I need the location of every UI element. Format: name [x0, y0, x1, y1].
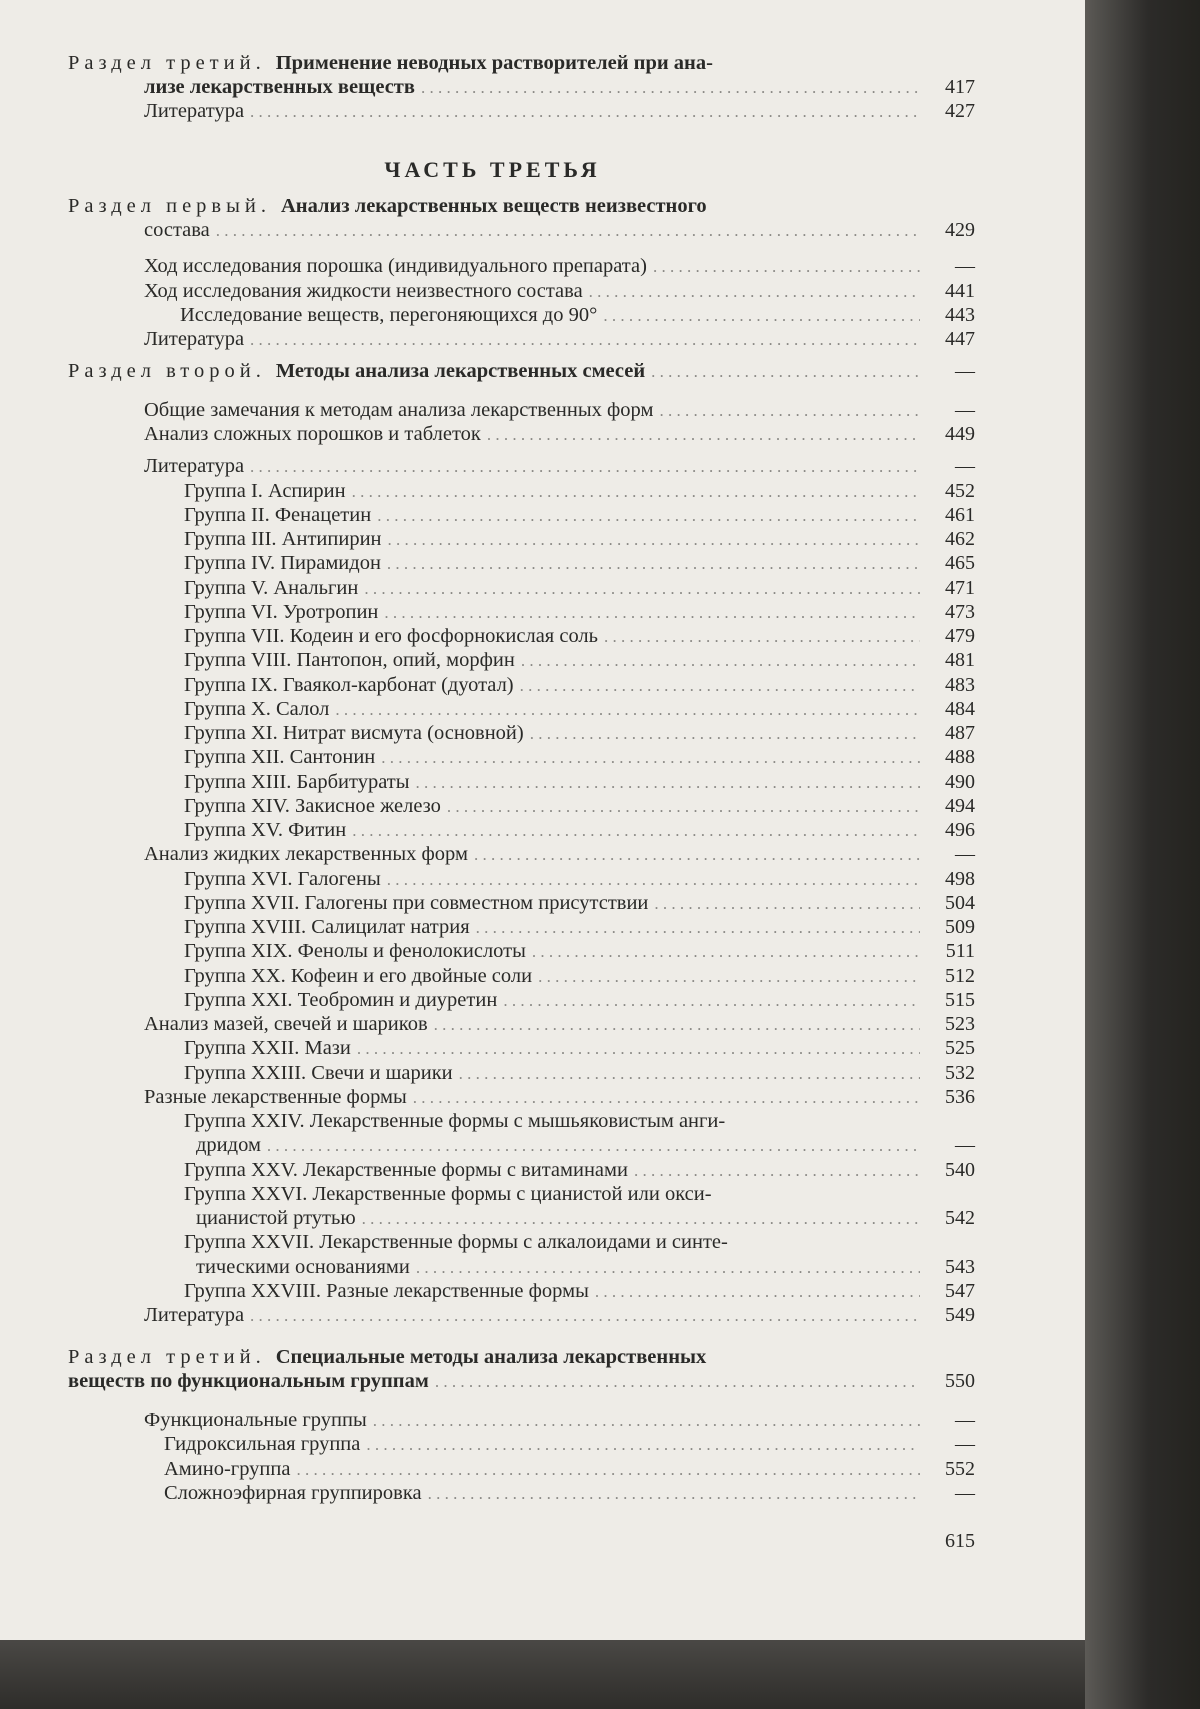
- section-title: Применение неводных растворителей при ана-: [275, 52, 713, 74]
- section-label: Раздел первый.: [68, 195, 271, 217]
- entry-text: Группа XIII. Барбитураты: [184, 771, 410, 793]
- dot-leader: [422, 1482, 920, 1505]
- entry-text: Группа XVII. Галогены при совместном присутствии: [184, 892, 649, 914]
- entry-text: дридом: [196, 1134, 261, 1156]
- toc-entry-title: [144, 1409, 920, 1432]
- dot-leader: [329, 698, 920, 721]
- toc-page-number: —: [955, 255, 975, 277]
- toc-page-number: 473: [945, 601, 975, 623]
- entry-text: Группа XXV. Лекарственные формы с витаминами: [184, 1159, 628, 1181]
- toc-page-number: 447: [945, 328, 975, 350]
- toc-page-number: 487: [945, 722, 975, 744]
- toc-entry-title: [184, 698, 920, 721]
- dot-leader: [371, 504, 920, 527]
- entry-text: Сложноэфирная группировка: [164, 1482, 422, 1504]
- section-title: Методы анализа лекарственных смесей: [275, 360, 646, 382]
- toc-page-number: 490: [945, 771, 975, 793]
- toc-entry-title: [144, 219, 920, 242]
- dot-leader: [261, 1134, 920, 1157]
- toc-entry-title: [184, 504, 920, 527]
- toc-page-number: 427: [945, 100, 975, 122]
- entry-text: Группа II. Фенацетин: [184, 504, 372, 526]
- entry-text: Функциональные группы: [144, 1409, 367, 1431]
- entry-text: Исследование веществ, перегоняющихся до 90°: [180, 304, 598, 326]
- dot-leader: [429, 1370, 920, 1393]
- entry-text: Литература: [144, 100, 245, 122]
- toc-page-number: 532: [945, 1062, 975, 1084]
- section-label: Раздел второй.: [68, 360, 266, 382]
- entry-text: Группа IX. Гваякол-карбонат (дуотал): [184, 674, 514, 696]
- toc-entry-title: [196, 1134, 920, 1157]
- entry-text: Группа XXVI. Лекарственные формы с цианистой или окси-: [184, 1183, 712, 1205]
- entry-text: Группа XXII. Мази: [184, 1037, 351, 1059]
- toc-entry-title: [68, 195, 920, 218]
- toc-entry-title: [164, 1458, 920, 1481]
- toc-entry-title: [184, 795, 920, 818]
- toc-page-number: 536: [945, 1086, 975, 1108]
- toc-entry-title: [144, 328, 920, 351]
- entry-text: Группа III. Антипирин: [184, 528, 382, 550]
- toc-entry-title: [144, 280, 920, 303]
- entry-text: Группа XXVII. Лекарственные формы с алкалоидами и синте-: [184, 1231, 728, 1253]
- entry-text: цианистой ртутью: [196, 1207, 356, 1229]
- toc-page-number: 471: [945, 577, 975, 599]
- dot-leader: [356, 1207, 920, 1230]
- section-title: Специальные методы анализа лекарственных: [275, 1346, 707, 1368]
- entry-text: Группа XX. Кофеин и его двойные соли: [184, 965, 533, 987]
- entry-text: Группа XV. Фитин: [184, 819, 347, 841]
- entry-text: Группа XXVIII. Разные лекарственные формы: [184, 1280, 589, 1302]
- dot-leader: [346, 480, 920, 503]
- entry-text: Разные лекарственные формы: [144, 1086, 407, 1108]
- toc-page-number: 525: [945, 1037, 975, 1059]
- entry-text: Анализ мазей, свечей и шариков: [144, 1013, 428, 1035]
- section-label: Раздел третий.: [68, 1346, 266, 1368]
- toc-entry-title: [144, 843, 920, 866]
- toc-page-number: 511: [945, 940, 975, 962]
- toc-entry-title: [144, 1304, 920, 1327]
- toc-entry-title: [164, 1482, 920, 1505]
- toc-entry-title: [184, 819, 920, 842]
- entry-text: Литература: [144, 455, 245, 477]
- entry-text: Литература: [144, 328, 245, 350]
- toc-page-number: 443: [945, 304, 975, 326]
- toc-entry-title: [184, 1037, 920, 1060]
- entry-text: Гидроксильная группа: [164, 1433, 361, 1455]
- dot-leader: [441, 795, 920, 818]
- toc-entry-title: [184, 1159, 920, 1182]
- toc-entry-title: [144, 255, 920, 278]
- toc-entry-title: [184, 552, 920, 575]
- dot-leader: [382, 528, 920, 551]
- dot-leader: [514, 674, 920, 697]
- entry-text: Группа XVIII. Салицилат натрия: [184, 916, 470, 938]
- dot-leader: [244, 1304, 920, 1327]
- toc-page-number: 462: [945, 528, 975, 550]
- dot-leader: [481, 423, 920, 446]
- section-title: Анализ лекарственных веществ неизвестного: [280, 195, 707, 217]
- toc-page-number: 481: [945, 649, 975, 671]
- entry-text: Группа XXIII. Свечи и шарики: [184, 1062, 453, 1084]
- dot-leader: [360, 1433, 920, 1456]
- dot-leader: [645, 360, 920, 383]
- toc-entry-title: [184, 746, 920, 769]
- toc-page-number: 543: [945, 1256, 975, 1278]
- entry-text: Группа XIV. Закисное железо: [184, 795, 441, 817]
- toc-entry-title: [184, 1183, 920, 1206]
- dot-leader: [428, 1013, 920, 1036]
- toc-entry-title: [144, 1013, 920, 1036]
- toc-entry-title: [144, 423, 920, 446]
- entry-text: Анализ жидких лекарственных форм: [144, 843, 468, 865]
- entry-text: Группа XXIV. Лекарственные формы с мышьяковистым анги-: [184, 1110, 726, 1132]
- dot-leader: [244, 328, 920, 351]
- toc-page-number: —: [955, 1134, 975, 1156]
- entry-text: Группа XVI. Галогены: [184, 868, 381, 890]
- entry-text: Группа I. Аспирин: [184, 480, 346, 502]
- toc-entry-title: [144, 455, 920, 478]
- toc-page-number: —: [955, 1433, 975, 1455]
- entry-text: Общие замечания к методам анализа лекарственных форм: [144, 399, 654, 421]
- toc-entry-title: [184, 674, 920, 697]
- toc-entry-title: [68, 52, 920, 75]
- toc-page-number: 483: [945, 674, 975, 696]
- toc-entry-title: [184, 771, 920, 794]
- toc-page-number: 429: [945, 219, 975, 241]
- dot-leader: [210, 219, 920, 242]
- toc-entry-title: [144, 100, 920, 123]
- toc-entry-title: [184, 1062, 920, 1085]
- toc-page-number: 496: [945, 819, 975, 841]
- entry-text: Группа XIX. Фенолы и фенолокислоты: [184, 940, 526, 962]
- dot-leader: [244, 455, 920, 478]
- dot-leader: [290, 1458, 920, 1481]
- entry-text: Группа IV. Пирамидон: [184, 552, 381, 574]
- toc-entry-title: [184, 528, 920, 551]
- entry-text: Ход исследования порошка (индивидуального препарата): [144, 255, 647, 277]
- dot-leader: [648, 892, 920, 915]
- entry-text: Группа VIII. Пантопон, опий, морфин: [184, 649, 515, 671]
- toc-page-number: 417: [945, 76, 975, 98]
- toc-page-number: 542: [945, 1207, 975, 1229]
- entry-text: Группа XXI. Теобромин и диуретин: [184, 989, 498, 1011]
- toc-entry-title: [184, 577, 920, 600]
- toc-entry-title: [184, 940, 920, 963]
- toc-entry-title: [184, 916, 920, 939]
- toc-entry-title: [184, 722, 920, 745]
- toc-page-number: 552: [945, 1458, 975, 1480]
- entry-text: Группа XII. Сантонин: [184, 746, 376, 768]
- toc-page-number: 484: [945, 698, 975, 720]
- entry-text: Ход исследования жидкости неизвестного состава: [144, 280, 583, 302]
- dot-leader: [381, 868, 920, 891]
- dot-leader: [583, 280, 920, 303]
- section-title: веществ по функциональным группам: [68, 1370, 429, 1392]
- toc-entry-title: [180, 304, 920, 327]
- toc-page-number: 523: [945, 1013, 975, 1035]
- toc-entry-title: [164, 1433, 920, 1456]
- dot-leader: [358, 577, 920, 600]
- toc-page-number: —: [955, 360, 975, 382]
- entry-text: Амино-группа: [164, 1458, 291, 1480]
- toc-entry-title: [184, 649, 920, 672]
- dot-leader: [515, 649, 920, 672]
- dot-leader: [647, 255, 920, 278]
- dot-leader: [244, 100, 920, 123]
- toc-entry-title: [196, 1207, 920, 1230]
- toc-entry-title: [184, 868, 920, 891]
- entry-text: Группа X. Салол: [184, 698, 330, 720]
- toc-page-number: 550: [945, 1370, 975, 1392]
- toc-entry-title: [144, 1086, 920, 1109]
- dot-leader: [597, 304, 920, 327]
- toc-entry-title: [144, 399, 920, 422]
- dot-leader: [628, 1159, 920, 1182]
- toc-entry-title: [184, 601, 920, 624]
- toc-page-number: 498: [945, 868, 975, 890]
- dot-leader: [653, 399, 920, 422]
- toc-page-number: 540: [945, 1159, 975, 1181]
- toc-entry-title: [184, 892, 920, 915]
- toc-page-number: 494: [945, 795, 975, 817]
- part-title: ЧАСТЬ ТРЕТЬЯ: [384, 157, 601, 182]
- dot-leader: [367, 1409, 920, 1432]
- dot-leader: [453, 1062, 920, 1085]
- dot-leader: [351, 1037, 920, 1060]
- dot-leader: [410, 1256, 920, 1279]
- toc-page-number: 441: [945, 280, 975, 302]
- page-number: 615: [945, 1530, 975, 1552]
- dot-leader: [497, 989, 920, 1012]
- toc-page-number: —: [955, 843, 975, 865]
- entry-text: Группа V. Анальгин: [184, 577, 359, 599]
- book-binding-shadow: [1085, 0, 1200, 1709]
- dot-leader: [468, 843, 920, 866]
- entry-text: Литература: [144, 1304, 245, 1326]
- entry-text: Группа XI. Нитрат висмута (основной): [184, 722, 524, 744]
- dot-leader: [589, 1280, 920, 1303]
- entry-text: Группа VI. Уротропин: [184, 601, 379, 623]
- dot-leader: [526, 940, 920, 963]
- toc-entry-title: [184, 989, 920, 1012]
- entry-text: Анализ сложных порошков и таблеток: [144, 423, 481, 445]
- dot-leader: [415, 76, 920, 99]
- dot-leader: [346, 819, 920, 842]
- dot-leader: [381, 552, 920, 575]
- toc-entry-title: [184, 1280, 920, 1303]
- toc-entry-title: [184, 965, 920, 988]
- dot-leader: [375, 746, 920, 769]
- dot-leader: [378, 601, 920, 624]
- toc-page-number: 547: [945, 1280, 975, 1302]
- dot-leader: [524, 722, 920, 745]
- toc-page-number: —: [955, 1482, 975, 1504]
- toc-page-number: 449: [945, 423, 975, 445]
- entry-text: тическими основаниями: [196, 1256, 410, 1278]
- toc-entry-title: [68, 1346, 920, 1369]
- toc-page-number: —: [955, 399, 975, 421]
- dot-leader: [598, 625, 920, 648]
- entry-text: состава: [144, 219, 210, 241]
- toc-page-number: 512: [945, 965, 975, 987]
- toc-page-number: 509: [945, 916, 975, 938]
- dot-leader: [470, 916, 920, 939]
- toc-page-number: 488: [945, 746, 975, 768]
- toc-page-number: —: [955, 455, 975, 477]
- toc-page-number: 465: [945, 552, 975, 574]
- dot-leader: [407, 1086, 920, 1109]
- toc-page-number: —: [955, 1409, 975, 1431]
- toc-page-number: 461: [945, 504, 975, 526]
- toc-entry-title: [68, 1370, 920, 1393]
- dot-leader: [410, 771, 921, 794]
- toc-entry-title: [196, 1256, 920, 1279]
- section-title: лизе лекарственных веществ: [144, 76, 415, 98]
- toc-page-number: 479: [945, 625, 975, 647]
- toc-page-number: 504: [945, 892, 975, 914]
- toc-entry-title: [184, 1110, 920, 1133]
- toc-page-number: 452: [945, 480, 975, 502]
- toc-entry-title: [184, 625, 920, 648]
- toc-page-number: 549: [945, 1304, 975, 1326]
- toc-entry-title: [184, 480, 920, 503]
- toc-entry-title: [184, 1231, 920, 1254]
- dot-leader: [532, 965, 920, 988]
- toc-page-number: 515: [945, 989, 975, 1011]
- toc-entry-title: [68, 360, 920, 383]
- toc-entry-title: [144, 76, 920, 99]
- entry-text: Группа VII. Кодеин и его фосфорнокислая соль: [184, 625, 599, 647]
- section-label: Раздел третий.: [68, 52, 266, 74]
- page-bottom-shadow: [0, 1640, 1085, 1709]
